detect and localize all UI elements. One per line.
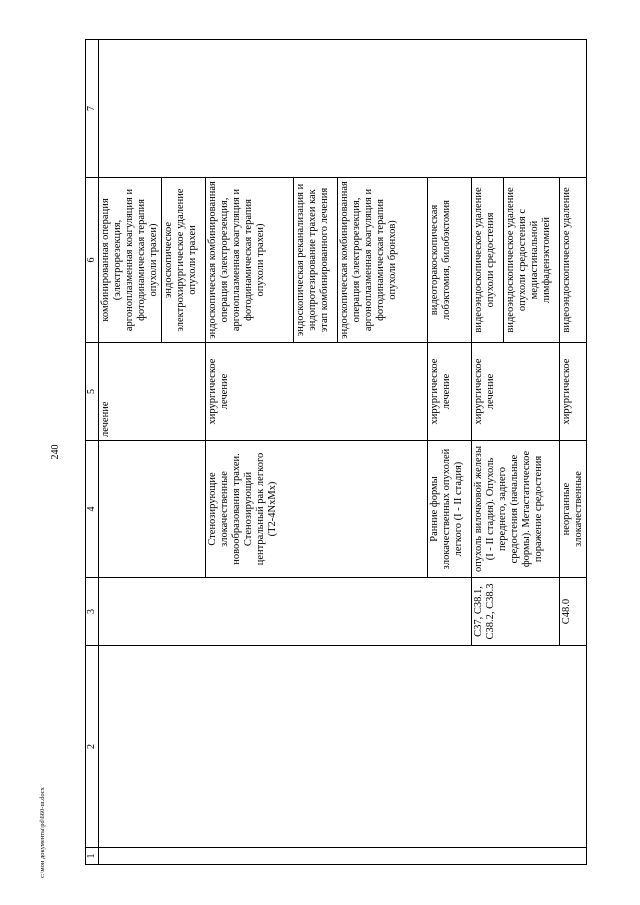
col7-cell bbox=[98, 40, 586, 178]
header-col-6: 6 bbox=[86, 178, 99, 343]
header-col-4: 4 bbox=[86, 441, 99, 578]
footer-file-path: c:\мои документы\pd\660-ш.docx bbox=[39, 787, 46, 878]
col1-cell bbox=[98, 848, 586, 865]
diagnosis-cell: Ранние формы злокачественных опухолей легкого (I - II стадия) bbox=[427, 441, 471, 578]
table-row bbox=[98, 40, 161, 865]
method-cell: видеоэндоскопическое удаление опухоли средостения с медиастинальной лимфаденэктомией bbox=[503, 178, 559, 343]
icd-code-cell: C37, C38.1, C38.2, C38.3 bbox=[471, 578, 559, 646]
method-cell: эндоскопическая комбинированная операция (электрорезекция, аргоноплазменная коагуляция и фотодинамическая терапия опухоли трахеи) bbox=[205, 178, 293, 343]
treatment-cell: хирургическое лечение bbox=[205, 343, 427, 441]
header-col-5: 5 bbox=[86, 343, 99, 441]
header-col-2: 2 bbox=[86, 646, 99, 848]
rotated-table-wrapper bbox=[85, 40, 623, 865]
page-number: 240 bbox=[50, 444, 61, 460]
method-cell: эндоскопическая реканализация и эндопротезирование трахеи как этап комбинированного лечения bbox=[293, 178, 337, 343]
method-cell: эндоскопическая комбинированная операция (электрорезекция, аргоноплазменная коагуляция и фотодинамическая терапия опухоли бронхов) bbox=[337, 178, 427, 343]
medical-procedures-table bbox=[85, 39, 587, 865]
treatment-cell: лечение bbox=[98, 343, 205, 441]
method-cell: видеоэндоскопическое удаление опухоли средостения bbox=[471, 178, 503, 343]
method-cell: видеоэндоскопическое удаление bbox=[559, 178, 586, 343]
treatment-cell: хирургическое bbox=[559, 343, 586, 441]
header-col-7: 7 bbox=[86, 40, 99, 178]
header-col-1: 1 bbox=[86, 848, 99, 865]
method-cell: эндоскопическое электрохирургическое удаление опухоли трахеи bbox=[161, 178, 205, 343]
treatment-cell: хирургическое лечение bbox=[427, 343, 471, 441]
treatment-cell: хирургическое лечение bbox=[471, 343, 559, 441]
method-cell: видеоторакоскопическая лобэктомия, билобэктомия bbox=[427, 178, 471, 343]
diagnosis-cell: Стенозирующие злокачественные новообразования трахеи. Стенозирующий центральный рак легкого (T2-4NxMx) bbox=[205, 441, 427, 578]
method-cell: комбинированная операция (электрорезекция, аргоноплазменная коагуляция и фотодинамическая терапия опухоли трахеи) bbox=[98, 178, 161, 343]
col3-cell bbox=[98, 578, 471, 646]
icd-code-cell: C48.0 bbox=[559, 578, 586, 646]
col4-cell bbox=[98, 441, 205, 578]
header-col-3: 3 bbox=[86, 578, 99, 646]
diagnosis-cell: опухоль вилочковой железы (I - II стадия). Опухоль переднего, заднего средостения (начальные формы). Метастатическое поражение средостения bbox=[471, 441, 559, 578]
col2-cell bbox=[98, 646, 586, 848]
diagnosis-cell: неорганные злокачественные bbox=[559, 441, 586, 578]
table-header-row bbox=[86, 40, 99, 865]
